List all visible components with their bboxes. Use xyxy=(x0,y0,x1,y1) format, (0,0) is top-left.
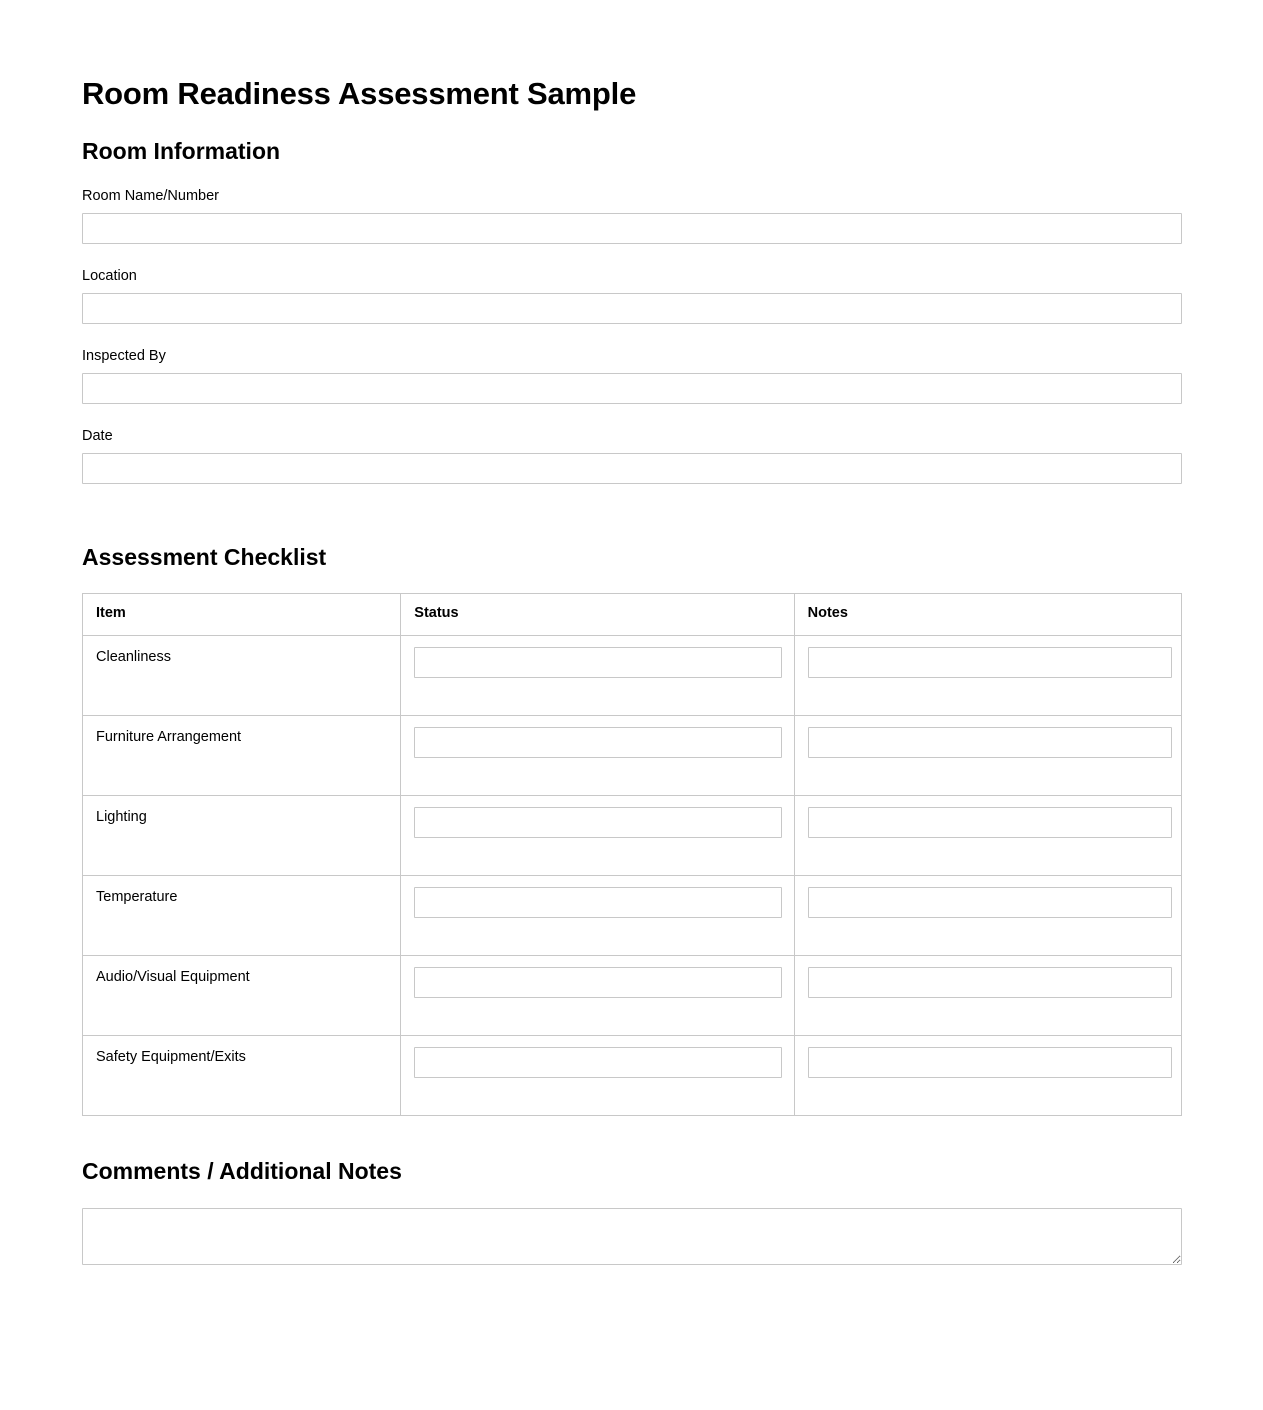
table-row xyxy=(83,636,1182,716)
field-location xyxy=(82,267,1181,324)
inspected-by-input[interactable] xyxy=(82,373,1182,404)
room-information-fields xyxy=(82,187,1181,483)
cell-notes xyxy=(794,716,1181,796)
field-label-room-name-number: Room Name/Number xyxy=(82,188,219,205)
table-head xyxy=(83,594,1182,636)
table-row xyxy=(83,1036,1182,1116)
field-inspected-by xyxy=(82,347,1181,404)
checklist-item-label: Cleanliness xyxy=(96,649,171,666)
checklist-item-label: Lighting xyxy=(96,809,147,826)
cell-status xyxy=(401,716,794,796)
page-title: Room Readiness Assessment Sample xyxy=(82,76,637,111)
cell-item xyxy=(83,956,401,1036)
field-date xyxy=(82,427,1181,484)
checklist-item-label: Safety Equipment/Exits xyxy=(96,1049,246,1066)
status-input-cleanliness[interactable] xyxy=(414,647,782,678)
cell-notes xyxy=(794,636,1181,716)
section-heading-assessment-checklist: Assessment Checklist xyxy=(82,543,327,570)
cell-notes xyxy=(794,956,1181,1036)
status-input-lighting[interactable] xyxy=(414,807,782,838)
cell-item xyxy=(83,636,401,716)
status-input-temperature[interactable] xyxy=(414,887,782,918)
cell-status xyxy=(401,796,794,876)
table-header-row xyxy=(83,594,1182,636)
column-header-status: Status xyxy=(401,594,794,636)
cell-notes xyxy=(794,796,1181,876)
column-header-notes: Notes xyxy=(794,594,1181,636)
table-row xyxy=(83,876,1182,956)
status-input-furniture-arrangement[interactable] xyxy=(414,727,782,758)
field-label-inspected-by: Inspected By xyxy=(82,347,166,364)
column-header-item: Item xyxy=(83,594,401,636)
cell-status xyxy=(401,956,794,1036)
table-body xyxy=(83,636,1182,1116)
cell-item xyxy=(83,1036,401,1116)
cell-item xyxy=(83,876,401,956)
status-input-safety-equipment-exits[interactable] xyxy=(414,1047,782,1078)
notes-input-furniture-arrangement[interactable] xyxy=(808,727,1172,758)
section-heading-room-information: Room Information xyxy=(82,137,281,164)
cell-status xyxy=(401,636,794,716)
cell-item xyxy=(83,716,401,796)
field-room-name-number xyxy=(82,187,1181,244)
checklist-item-label: Temperature xyxy=(96,889,178,906)
cell-notes xyxy=(794,876,1181,956)
room-name-number-input[interactable] xyxy=(82,213,1182,244)
date-input[interactable] xyxy=(82,453,1182,484)
checklist-item-label: Audio/Visual Equipment xyxy=(96,969,250,986)
table-row xyxy=(83,796,1182,876)
cell-status xyxy=(401,1036,794,1116)
notes-input-lighting[interactable] xyxy=(808,807,1172,838)
cell-notes xyxy=(794,1036,1181,1116)
checklist-item-label: Furniture Arrangement xyxy=(96,729,242,746)
assessment-checklist-table xyxy=(82,593,1182,1116)
cell-item xyxy=(83,796,401,876)
table-row xyxy=(83,956,1182,1036)
notes-input-safety-equipment-exits[interactable] xyxy=(808,1047,1172,1078)
notes-input-cleanliness[interactable] xyxy=(808,647,1172,678)
comments-textarea[interactable] xyxy=(82,1208,1182,1265)
field-label-date: Date xyxy=(82,427,113,444)
status-input-audio-visual-equipment[interactable] xyxy=(414,967,782,998)
notes-input-audio-visual-equipment[interactable] xyxy=(808,967,1172,998)
table-row xyxy=(83,716,1182,796)
cell-status xyxy=(401,876,794,956)
location-input[interactable] xyxy=(82,293,1182,324)
notes-input-temperature[interactable] xyxy=(808,887,1172,918)
field-label-location: Location xyxy=(82,268,137,285)
section-heading-comments: Comments / Additional Notes xyxy=(82,1158,402,1185)
